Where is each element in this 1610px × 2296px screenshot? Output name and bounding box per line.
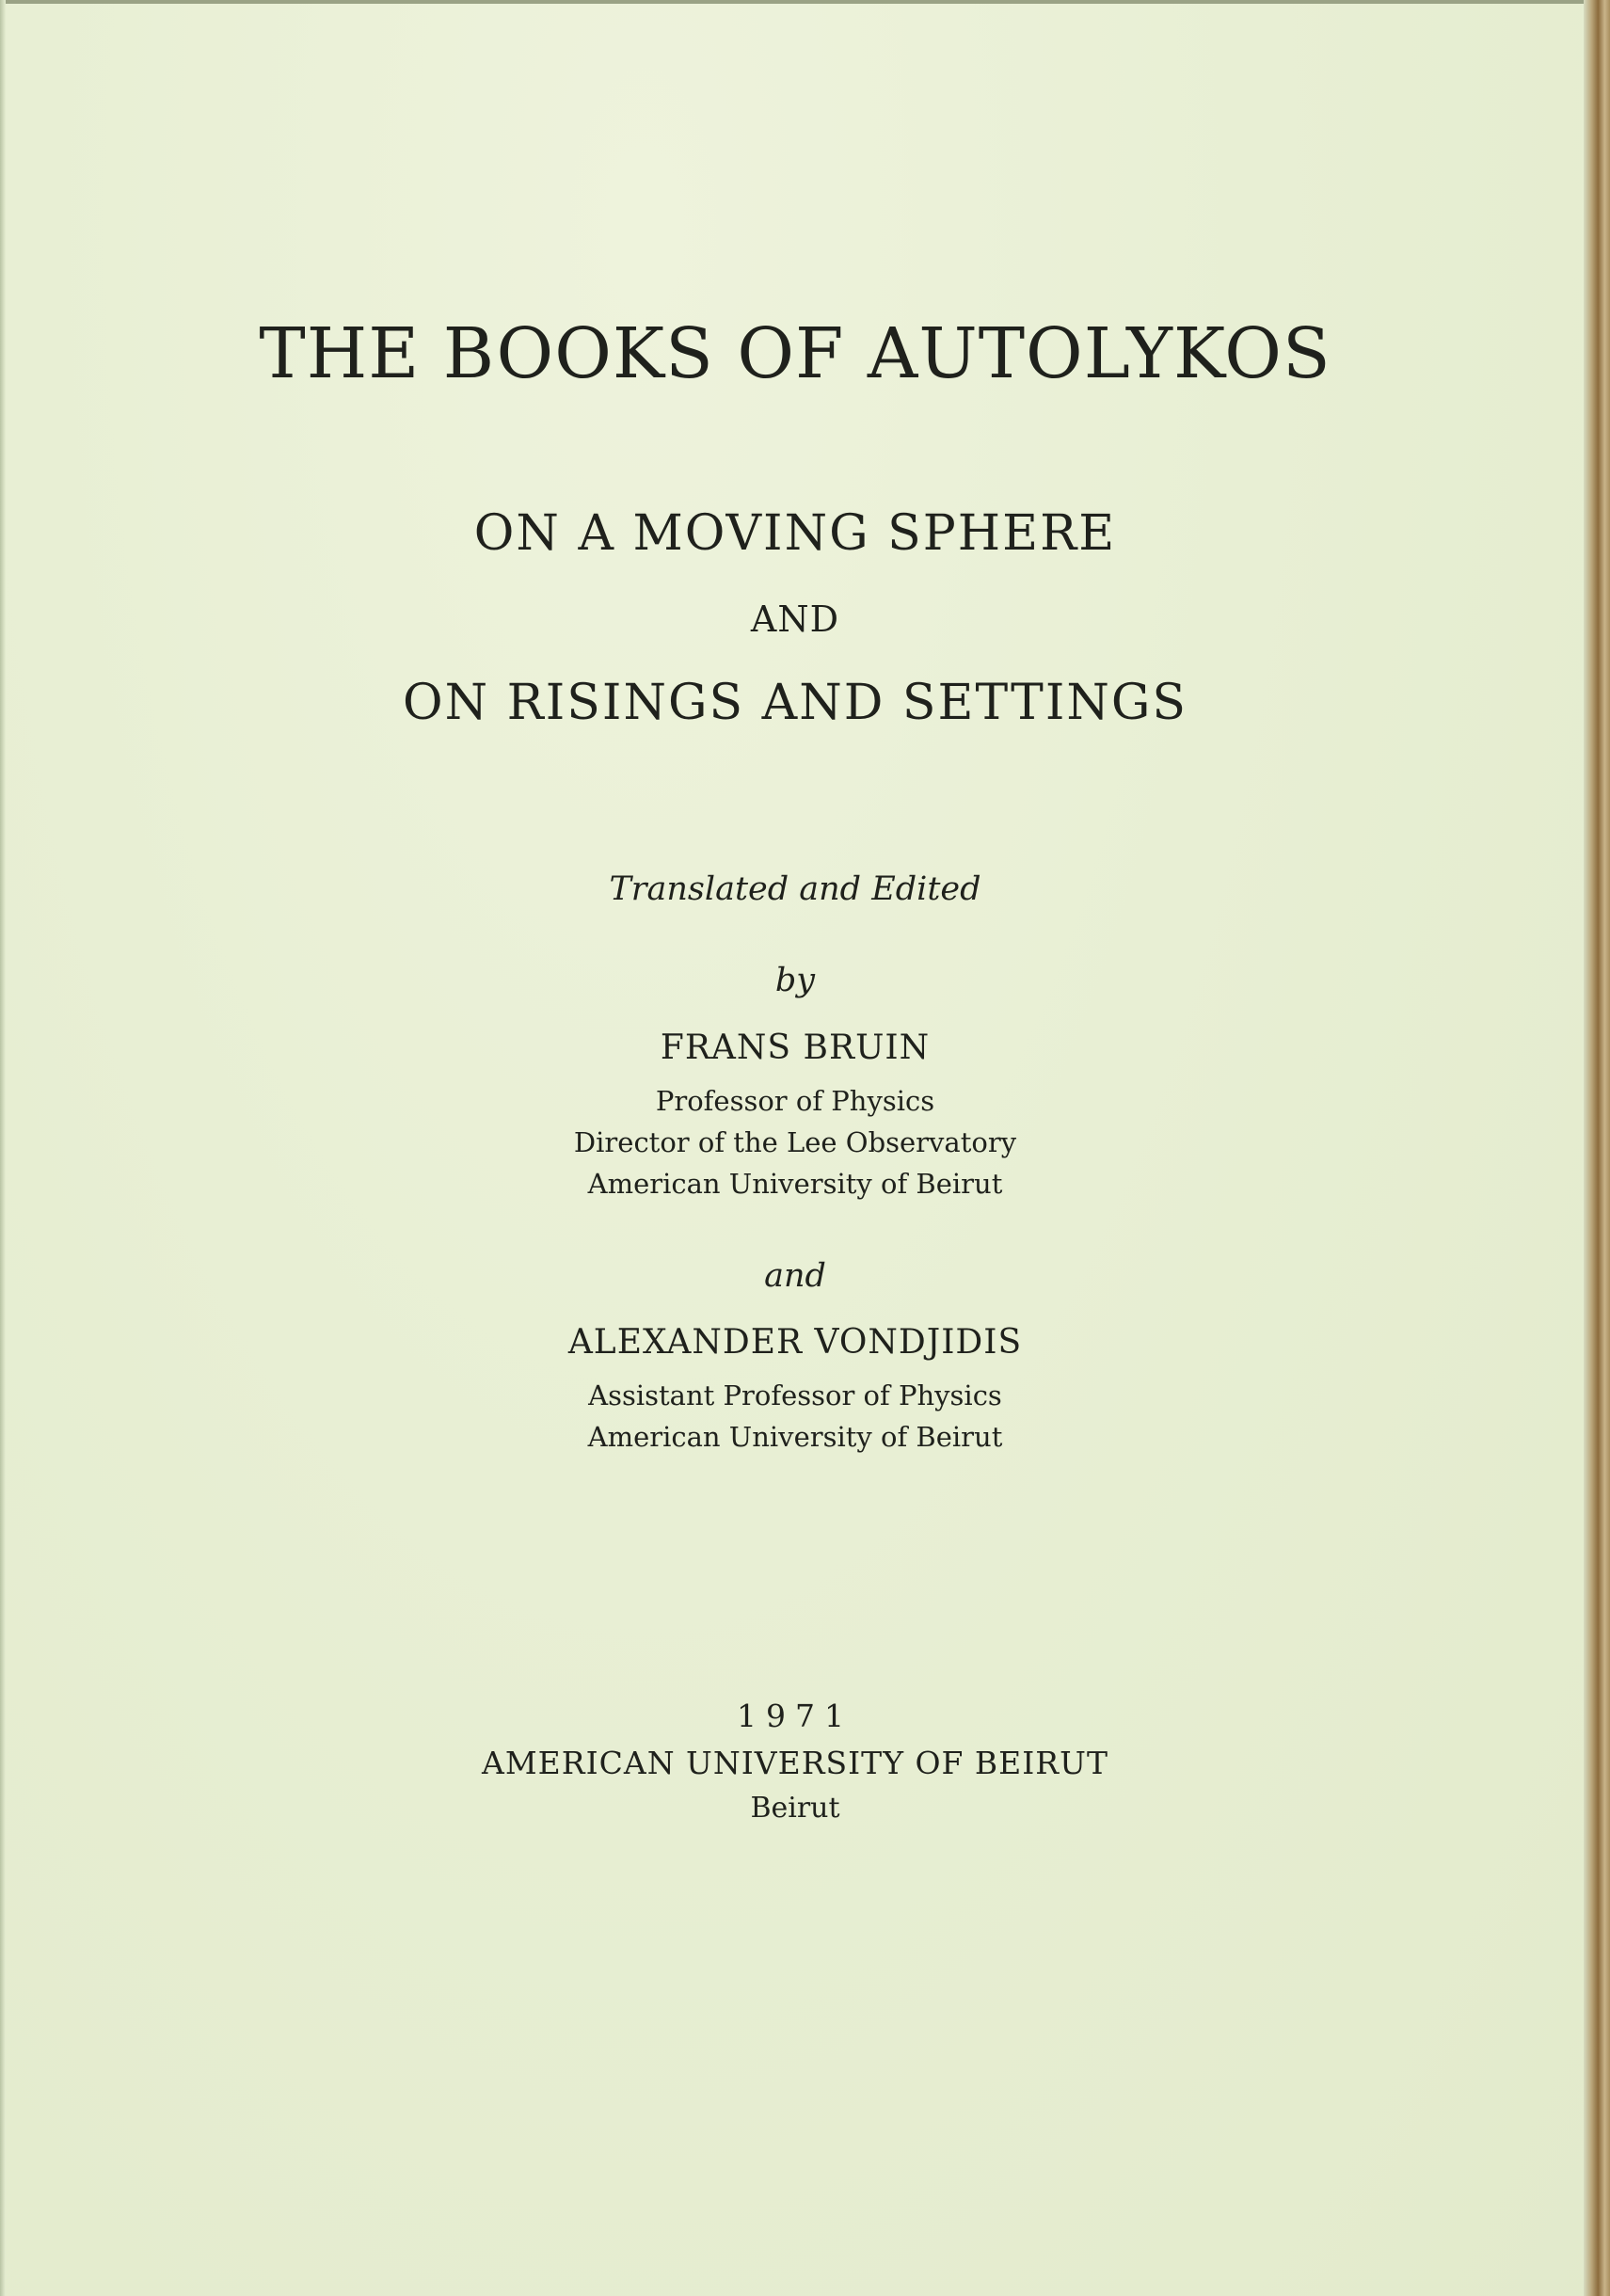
author-affiliation-line: Assistant Professor of Physics xyxy=(588,1379,1002,1411)
author-affiliation-line: Professor of Physics xyxy=(655,1085,935,1117)
publisher-name: AMERICAN UNIVERSITY OF BEIRUT xyxy=(482,1745,1108,1781)
book-title: THE BOOKS OF AUTOLYKOS xyxy=(259,313,1331,394)
author-name-vondjidis: ALEXANDER VONDJIDIS xyxy=(567,1323,1023,1362)
authors-joiner: and xyxy=(764,1257,826,1295)
author-name-bruin: FRANS BRUIN xyxy=(660,1028,931,1067)
publication-year: 1971 xyxy=(737,1698,853,1734)
author-affiliation-line: American University of Beirut xyxy=(587,1421,1003,1453)
subtitle-first-work: ON A MOVING SPHERE xyxy=(473,505,1117,562)
credit-by: by xyxy=(774,962,816,999)
author-affiliation-line: American University of Beirut xyxy=(587,1168,1003,1200)
subtitle-second-work: ON RISINGS AND SETTINGS xyxy=(402,675,1188,731)
publication-city: Beirut xyxy=(750,1792,840,1825)
author-affiliation-line: Director of the Lee Observatory xyxy=(573,1126,1017,1158)
subtitle-joiner: AND xyxy=(750,598,840,640)
credit-line: Translated and Edited xyxy=(609,870,981,908)
page-top-edge xyxy=(0,0,1610,4)
